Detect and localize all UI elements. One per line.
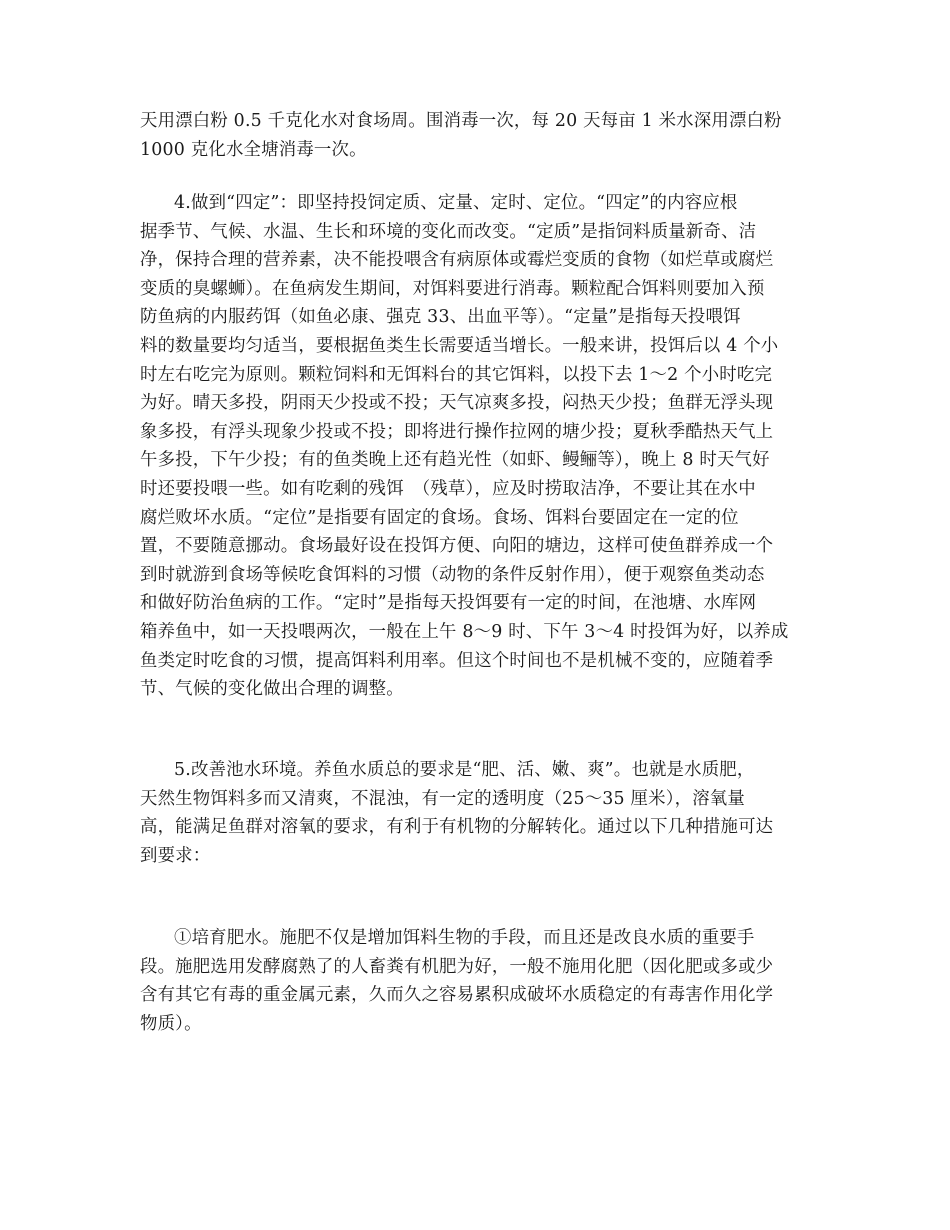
paragraph-cultivate-fertile-water <box>140 924 810 1038</box>
paragraph-four-fixed-feeding <box>140 189 810 704</box>
text-line: 1000 克化水全塘消毒一次。 <box>140 139 367 160</box>
text-line: 节、气候的变化做出合理的调整。 <box>140 679 404 700</box>
text-line: 时左右吃完为原则。颗粒饲料和无饵料台的其它饵料，以投下去 1～2 个小时吃完 <box>140 364 773 385</box>
text-line: 高，能满足鱼群对溶氧的要求，有利于有机物的分解转化。通过以下几种措施可达 <box>140 817 774 838</box>
text-line: 箱养鱼中，如一天投喂两次，一般在上午 8～9 时、下午 3～4 时投饵为好，以养成 <box>140 621 789 642</box>
text-line: 净，保持合理的营养素，决不能投喂含有病原体或霉烂变质的食物（如烂草或腐烂 <box>140 250 774 271</box>
text-line: 时还要投喂一些。如有吃剩的残饵 （残草），应及时捞取洁净，不要让其在水中 <box>140 478 756 499</box>
text-line: 段。施肥选用发酵腐熟了的人畜粪有机肥为好，一般不施用化肥（因化肥或多或少 <box>140 956 774 977</box>
text-line: 置，不要随意挪动。食场最好设在投饵方便、向阳的塘边，这样可使鱼群养成一个 <box>140 536 774 557</box>
text-line: 为好。晴天多投，阴雨天少投或不投；天气凉爽多投，闷热天少投；鱼群无浮头现 <box>140 393 774 414</box>
paragraph-improve-water-environment <box>140 756 810 870</box>
text-line: 5.改善池水环境。养鱼水质总的要求是“肥、活、嫩、爽”。也就是水质肥， <box>174 760 755 780</box>
text-line: 变质的臭螺蛳）。在鱼病发生期间，对饵料要进行消毒。颗粒配合饵料则要加入预 <box>140 278 765 299</box>
text-line: 天然生物饵料多而又清爽，不混浊，有一定的透明度（25～35 厘米），溶氧量 <box>140 788 745 809</box>
text-line: 天用漂白粉 0.5 千克化水对食场周。围消毒一次，每 20 天每亩 1 米水深用漂白粉 <box>140 111 782 131</box>
text-line: ①培育肥水。施肥不仅是增加饵料生物的手段，而且还是改良水质的重要手 <box>174 928 755 948</box>
text-line: 4.做到“四定”：即坚持投饲定质、定量、定时、定位。“四定”的内容应根 <box>174 193 738 213</box>
text-line: 据季节、气候、水温、生长和环境的变化而改变。“定质”是指饲料质量新奇、洁 <box>140 221 757 242</box>
text-line: 防鱼病的内服药饵（如鱼必康、强克 33、出血平等）。“定量”是指每天投喂饵 <box>140 307 741 328</box>
text-line: 到时就游到食场等候吃食饵料的习惯（动物的条件反射作用），便于观察鱼类动态 <box>140 564 765 585</box>
text-line: 午多投，下午少投；有的鱼类晚上还有趋光性（如虾、鳗鲡等），晚上 8 时天气好 <box>140 450 770 471</box>
text-line: 料的数量要均匀适当，要根据鱼类生长需要适当增长。一般来讲，投饵后以 4 个小 <box>140 335 779 356</box>
text-line: 含有其它有毒的重金属元素，久而久之容易累积成破坏水质稳定的有毒害作用化学 <box>140 985 774 1006</box>
paragraph-disinfection-continued <box>140 107 810 164</box>
text-line: 象多投，有浮头现象少投或不投；即将进行操作拉网的塘少投；夏秋季酷热天气上 <box>140 421 774 442</box>
text-line: 鱼类定时吃食的习惯，提高饵料利用率。但这个时间也不是机械不变的，应随着季 <box>140 650 774 671</box>
text-line: 腐烂败坏水质。“定位”是指要有固定的食场。食场、饵料台要固定在一定的位 <box>140 507 739 528</box>
text-line: 到要求： <box>140 845 211 866</box>
text-line: 和做好防治鱼病的工作。“定时”是指每天投饵要有一定的时间，在池塘、水库网 <box>140 593 757 614</box>
text-line: 物质）。 <box>140 1013 202 1034</box>
